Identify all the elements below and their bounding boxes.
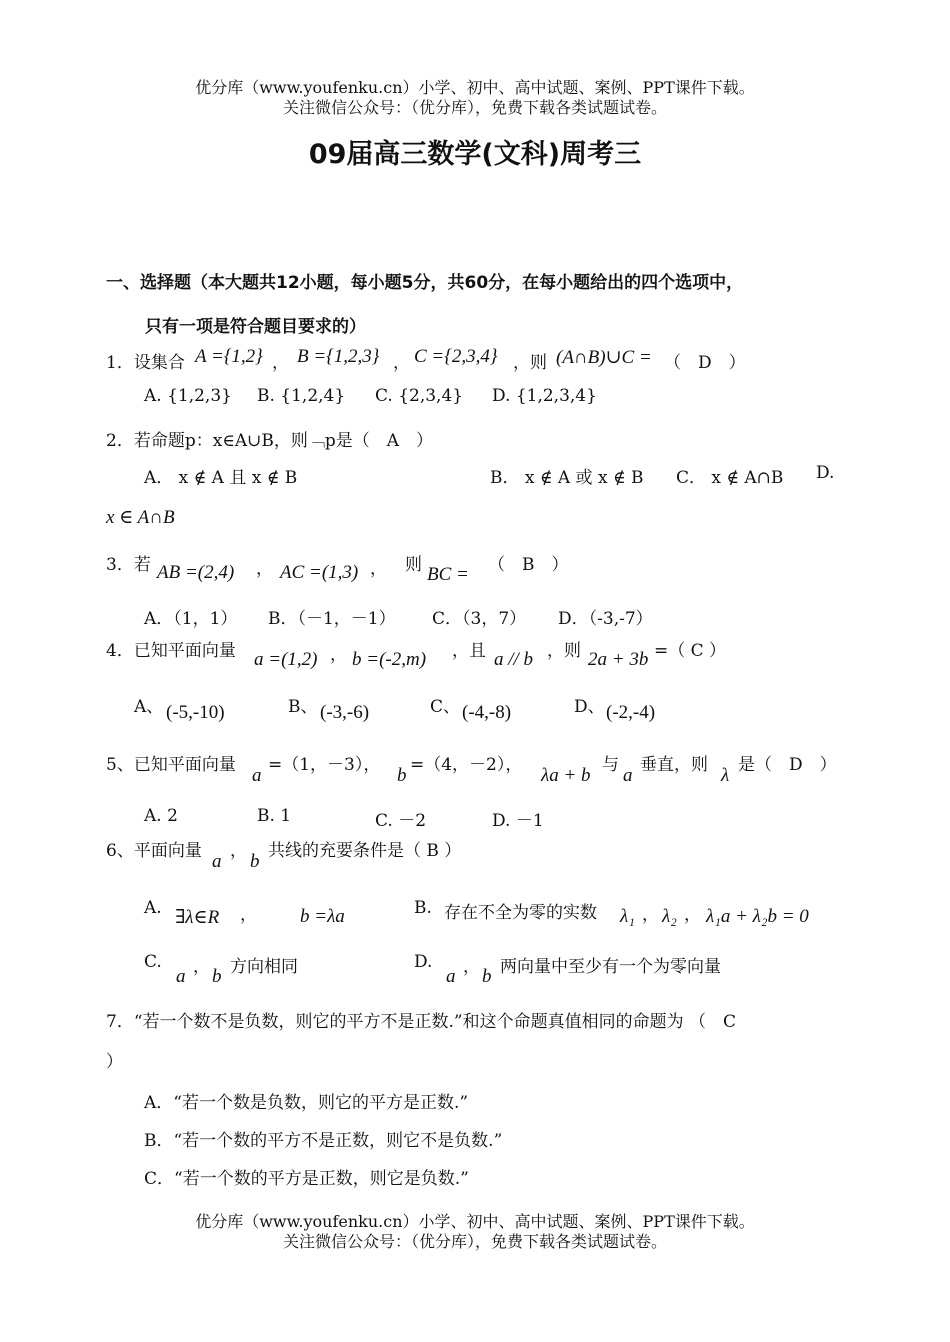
q6-option-d-a: a <box>446 966 456 987</box>
q7-stem: 7．“若一个数不是负数，则它的平方不是正数.”和这个命题真值相同的命题为 （ C <box>106 1012 737 1032</box>
q1-option-c: C. {2,3,4} <box>375 386 464 406</box>
q3-vector-ac: AC =(1,3) <box>280 562 359 583</box>
q1-option-d: D. {1,2,3,4} <box>492 386 597 406</box>
q6-option-b-equation: λ₁a + λ₂b = 0 <box>706 906 809 927</box>
q5-perpendicular: 垂直，则 <box>640 755 708 775</box>
q7-stem-continued: ） <box>106 1052 123 1072</box>
q4-then: ，则 <box>547 641 581 661</box>
q5-stem: 5、已知平面向量 <box>106 755 236 775</box>
q6-vector-a: a <box>212 851 222 872</box>
q1-sep-1: ， <box>272 353 289 373</box>
footer-line-2: 关注微信公众号：（优分库），免费下载各类试题试卷。 <box>282 1232 667 1251</box>
q2-option-d: x ∈ A∩B <box>106 507 175 528</box>
q5-option-b: B. 1 <box>257 806 292 826</box>
q1-stem: 1．设集合 <box>106 353 185 373</box>
q6-stem: 6、平面向量 <box>106 841 202 861</box>
q6-option-b-comma-1: ， <box>642 905 659 925</box>
q6-option-b-comma-2: ， <box>684 905 701 925</box>
q3-comma-2: ， <box>370 559 387 579</box>
q1-expression: (A∩B)∪C = <box>556 347 652 368</box>
q5-vector-a-2: a <box>623 765 633 786</box>
q4-option-d-value: (-2,-4) <box>606 702 656 723</box>
q6-option-c-label: C. <box>144 952 162 972</box>
q6-option-a-comma: ， <box>240 905 257 925</box>
q7-option-c: C．“若一个数的平方是正数，则它是负数.” <box>144 1169 469 1189</box>
q1-answer: （ D ） <box>664 353 746 373</box>
q3-option-a: A．（1，1） <box>144 609 238 629</box>
q6-option-d-comma: ， <box>463 957 480 977</box>
q6-option-b-lambda-1: λ₁ <box>620 906 635 927</box>
q6-option-b-lambda-2: λ₂ <box>662 906 677 927</box>
q5-vector-b-value: =（4，－2）， <box>410 755 523 775</box>
q5-with: 与 <box>602 755 619 775</box>
page-title: 09届高三数学(文科)周考三 <box>308 139 642 170</box>
q1-sep-3: ，则 <box>513 353 547 373</box>
q2-stem: 2．若命题p：x∈A∪B，则﹁p是（ A ） <box>106 431 434 451</box>
q4-option-d-label: D、 <box>574 697 605 717</box>
q3-option-d: D．（-3,-7） <box>558 609 653 629</box>
section-heading-line-2: 只有一项是符合题目要求的） <box>145 317 366 337</box>
q6-option-c-a: a <box>176 966 186 987</box>
q2-option-c: C． x ∉ A∩B <box>676 468 784 488</box>
q6-option-b-text: 存在不全为零的实数 <box>444 903 597 923</box>
q1-option-a: A. {1,2,3} <box>144 386 232 406</box>
q6-comma: ， <box>230 841 247 861</box>
q2-option-b: B． x ∉ A 或 x ∉ B <box>490 468 644 488</box>
q4-option-b-value: (-3,-6) <box>320 702 370 723</box>
q1-option-b: B. {1,2,4} <box>257 386 346 406</box>
q6-option-d-text: 两向量中至少有一个为零向量 <box>500 957 721 977</box>
q4-expression: 2a + 3b <box>588 649 649 670</box>
footer-line-1: 优分库（www.youfenku.cn）小学、初中、高中试题、案例、PPT课件下载。 <box>195 1212 755 1231</box>
q7-option-b: B．“若一个数的平方不是正数，则它不是负数.” <box>144 1131 503 1151</box>
q1-set-a: A ={1,2} <box>195 346 263 367</box>
q4-option-b-label: B、 <box>288 697 318 717</box>
q6-option-c-text: 方向相同 <box>230 957 298 977</box>
q4-vector-b: b =(-2,m) <box>352 649 427 670</box>
q1-sep-2: ， <box>393 353 410 373</box>
q5-vector-a: a <box>252 765 262 786</box>
q3-option-c: C．（3，7） <box>432 609 527 629</box>
q3-option-b: B．（－1，－1） <box>268 609 396 629</box>
q1-set-b: B ={1,2,3} <box>297 346 380 367</box>
q1-set-c: C ={2,3,4} <box>414 346 498 367</box>
q5-option-a: A. 2 <box>144 806 178 826</box>
q4-parallel: a // b <box>494 649 534 670</box>
q5-vector-b: b <box>397 765 407 786</box>
header-line-1: 优分库（www.youfenku.cn）小学、初中、高中试题、案例、PPT课件下载。 <box>195 78 755 97</box>
q6-option-d-label: D. <box>414 952 433 972</box>
q5-answer: 是（ D ） <box>738 755 837 775</box>
q2-option-d-label: D. <box>816 463 835 483</box>
q6-option-a-label: A. <box>144 898 162 918</box>
q3-stem: 3．若 <box>106 555 151 575</box>
header-line-2: 关注微信公众号：（优分库），免费下载各类试题试卷。 <box>282 98 667 117</box>
q6-option-b-label: B. <box>414 898 432 918</box>
q6-option-a-exists: ∃λ∈R <box>175 907 220 928</box>
q3-comma-1: ， <box>256 559 273 579</box>
q7-option-a: A．“若一个数是负数，则它的平方是正数.” <box>144 1093 469 1113</box>
q5-option-c: C. －2 <box>375 811 427 831</box>
q6-option-c-b: b <box>212 966 222 987</box>
q4-option-a-label: A、 <box>134 697 164 717</box>
q6-stem-rest: 共线的充要条件是（ B ） <box>268 841 462 861</box>
q4-answer: =（ C ） <box>654 641 727 661</box>
q4-option-a-value: (-5,-10) <box>166 702 225 723</box>
q6-option-d-b: b <box>482 966 492 987</box>
section-heading-line-1: 一、选择题（本大题共12小题，每小题5分，共60分，在每小题给出的四个选项中， <box>106 273 744 293</box>
q3-vector-ab: AB =(2,4) <box>157 562 235 583</box>
q6-option-c-comma: ， <box>193 957 210 977</box>
q4-and: ，且 <box>452 641 486 661</box>
q3-vector-bc: BC = <box>427 564 469 585</box>
q4-stem: 4．已知平面向量 <box>106 641 236 661</box>
q3-answer: （ B ） <box>488 555 569 575</box>
q6-vector-b: b <box>250 851 260 872</box>
q3-then: 则 <box>405 555 422 575</box>
q5-expression: λa + b <box>541 765 591 786</box>
q4-comma: ， <box>330 645 347 665</box>
q5-vector-a-value: =（1，－3）， <box>268 755 381 775</box>
q6-option-a-equation: b =λa <box>300 906 345 927</box>
q5-option-d: D. －1 <box>492 811 544 831</box>
q5-lambda: λ <box>721 765 730 786</box>
q2-option-a: A． x ∉ A 且 x ∉ B <box>144 468 298 488</box>
q4-option-c-value: (-4,-8) <box>462 702 512 723</box>
q4-vector-a: a =(1,2) <box>254 649 318 670</box>
q4-option-c-label: C、 <box>430 697 461 717</box>
